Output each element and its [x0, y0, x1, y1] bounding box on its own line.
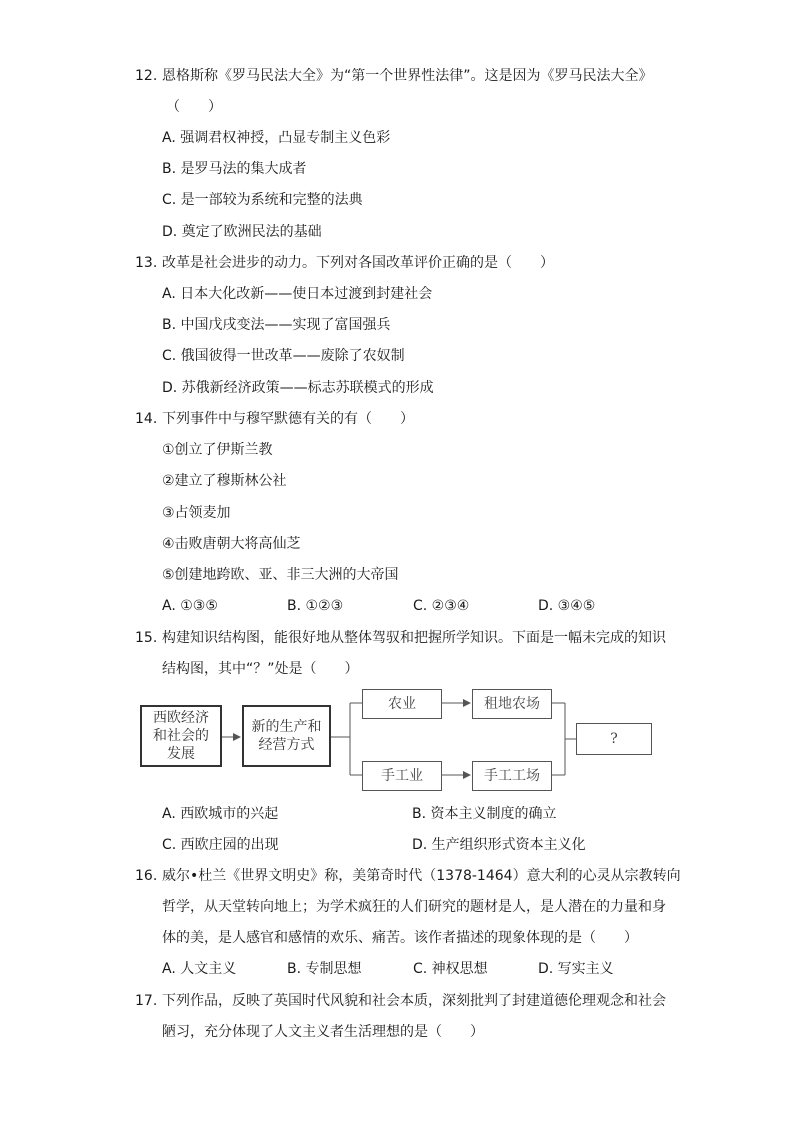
question-13-number: 13. — [135, 255, 158, 271]
box-new-production-mode — [242, 705, 331, 767]
question-12-answer-blank: （ ） — [166, 99, 222, 115]
question-17-number: 17. — [135, 993, 158, 1009]
question-16-stem-line-3: 体的美，是人感官和感情的欢乐、痛苦。该作者描述的现象体现的是（ ） — [162, 930, 638, 946]
question-16-stem-line-1: 威尔•杜兰《世界文明史》称，美第奇时代（1378-1464）意大利的心灵从宗教转向 — [162, 868, 681, 884]
question-12-option-a[interactable]: A. 强调君权神授，凸显专制主义色彩 — [162, 130, 391, 146]
question-15-option-d[interactable]: D. 生产组织形式资本主义化 — [412, 837, 586, 853]
question-14-option-c[interactable]: C. ②③④ — [413, 598, 470, 614]
question-14-option-b[interactable]: B. ①②③ — [287, 598, 344, 614]
question-15-option-a[interactable]: A. 西欧城市的兴起 — [162, 806, 279, 822]
question-12-number: 12. — [135, 68, 158, 84]
box-handicraft-label: 手工业 — [381, 768, 423, 784]
box-workshop — [472, 761, 552, 791]
question-17-stem-line-1: 下列作品，反映了英国时代风貌和社会本质，深刻批判了封建道德伦理观念和社会 — [162, 993, 666, 1009]
question-14-option-d[interactable]: D. ③④⑤ — [538, 598, 596, 614]
question-16-option-d[interactable]: D. 写实主义 — [538, 961, 614, 977]
box-question-mark-label: ? — [610, 731, 618, 747]
box-rented-farm-label: 租地农场 — [484, 696, 540, 712]
question-16-option-a[interactable]: A. 人文主义 — [162, 961, 237, 977]
question-13-option-d[interactable]: D. 苏俄新经济政策——标志苏联模式的形成 — [162, 380, 434, 396]
question-13-stem: 改革是社会进步的动力。下列对各国改革评价正确的是（ ） — [162, 255, 554, 271]
question-17-stem-line-2: 陋习，充分体现了人文主义者生活理想的是（ ） — [162, 1024, 484, 1040]
question-13-option-c[interactable]: C. 俄国彼得一世改革——废除了农奴制 — [162, 348, 405, 364]
question-14-option-a[interactable]: A. ①③⑤ — [162, 598, 218, 614]
question-14-item-5: ⑤创建地跨欧、亚、非三大洲的大帝国 — [162, 567, 399, 583]
box-agriculture-label: 农业 — [388, 696, 416, 712]
question-14-number: 14. — [135, 411, 158, 427]
question-14-stem: 下列事件中与穆罕默德有关的有（ ） — [162, 411, 414, 427]
question-15-option-b[interactable]: B. 资本主义制度的确立 — [412, 806, 557, 822]
question-16-option-b[interactable]: B. 专制思想 — [287, 961, 362, 977]
question-12-option-c[interactable]: C. 是一部较为系统和完整的法典 — [162, 192, 363, 208]
question-12-stem: 恩格斯称《罗马民法大全》为“第一个世界性法律”。这是因为《罗马民法大全》 — [162, 68, 653, 84]
box-west-europe-development — [140, 705, 222, 767]
box-west-europe-development-label: 西欧经济和社会的发展 — [153, 710, 209, 762]
question-15-stem-line-1: 构建知识结构图，能很好地从整体驾驭和把握所学知识。下面是一幅未完成的知识 — [162, 630, 666, 646]
question-13-option-a[interactable]: A. 日本大化改新——使日本过渡到封建社会 — [162, 286, 433, 302]
question-14-item-4: ④击败唐朝大将高仙芝 — [162, 536, 301, 552]
question-15-option-c[interactable]: C. 西欧庄园的出现 — [162, 837, 279, 853]
box-workshop-label: 手工工场 — [484, 768, 540, 784]
question-12-option-d[interactable]: D. 奠定了欧洲民法的基础 — [162, 224, 322, 240]
question-16-stem-line-2: 哲学，从天堂转向地上；为学术疯狂的人们研究的题材是人，是人潜在的力量和身 — [162, 899, 666, 915]
box-rented-farm — [472, 689, 552, 719]
question-14-item-3: ③占领麦加 — [162, 505, 231, 521]
question-15-stem-line-2: 结构图，其中“？”处是（ ） — [162, 661, 359, 677]
question-14-item-2: ②建立了穆斯林公社 — [162, 473, 287, 489]
box-handicraft — [362, 761, 442, 791]
question-15-number: 15. — [135, 630, 158, 646]
box-new-production-mode-label: 新的生产和经营方式 — [251, 719, 322, 753]
question-13-option-b[interactable]: B. 中国戊戌变法——实现了富国强兵 — [162, 317, 391, 333]
question-16-number: 16. — [135, 868, 158, 884]
box-agriculture — [362, 689, 442, 719]
knowledge-structure-diagram — [140, 683, 660, 793]
question-12-option-b[interactable]: B. 是罗马法的集大成者 — [162, 161, 307, 177]
question-16-option-c[interactable]: C. 神权思想 — [413, 961, 488, 977]
box-question-mark — [576, 723, 652, 755]
question-14-item-1: ①创立了伊斯兰教 — [162, 442, 273, 458]
